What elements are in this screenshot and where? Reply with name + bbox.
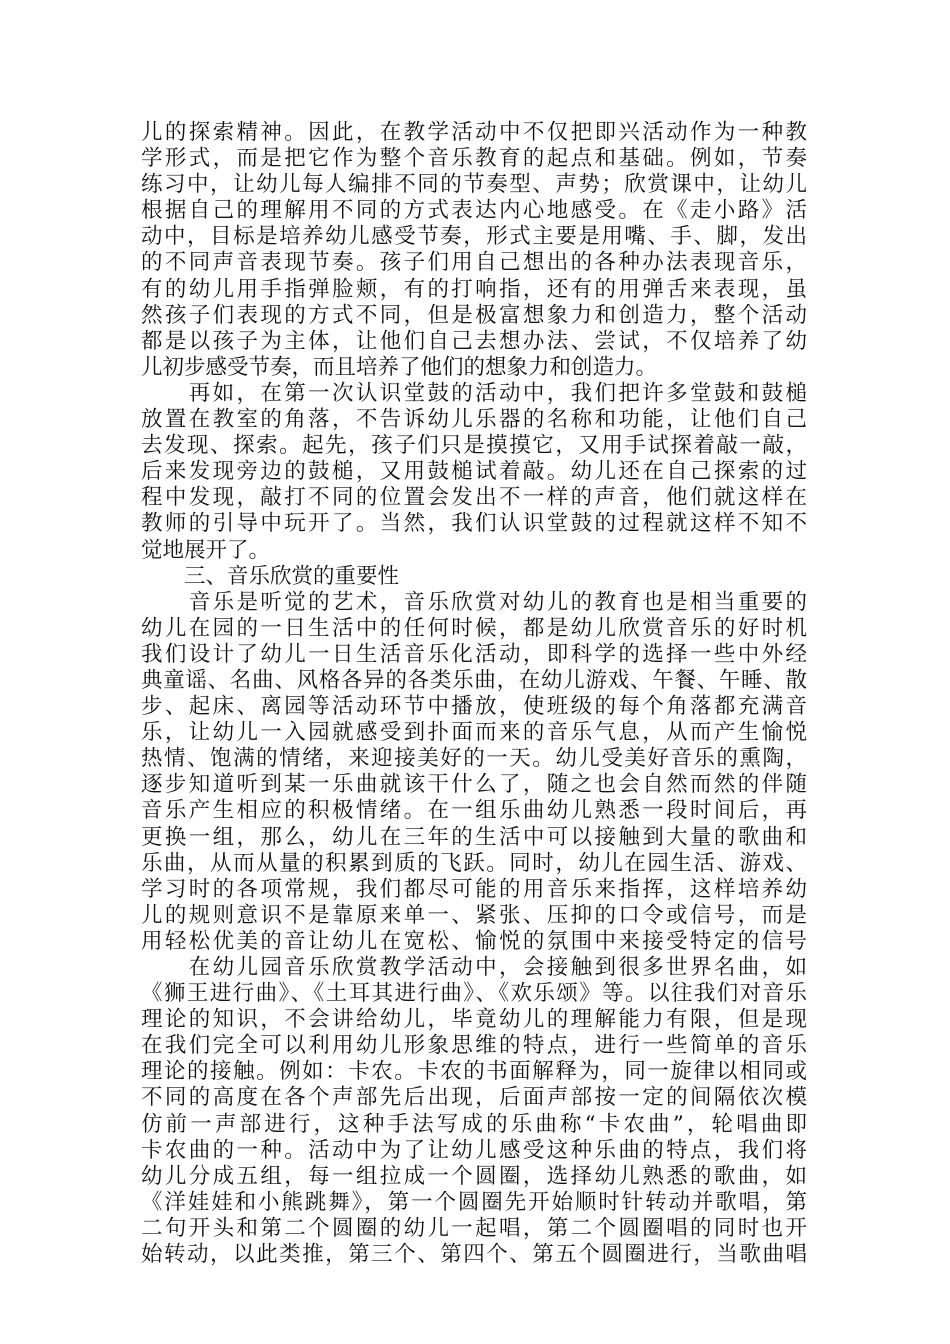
text-line: 学形式，而是把它作为整个音乐教育的起点和基础。例如，节奏 [141,146,807,172]
text-line: 动中，目标是培养幼儿感受节奏，形式主要是用嘴、手、脚，发出 [141,224,807,250]
text-line: 放置在教室的角落，不告诉幼儿乐器的名称和功能，让他们自己 [141,407,807,433]
text-line: 有的幼儿用手指弹脸颊，有的打响指，还有的用弹舌来表现，虽 [141,276,807,302]
text-line: 热情、饱满的情绪，来迎接美好的一天。幼儿受美好音乐的熏陶， [141,746,807,772]
document-page [141,120,807,1268]
text-line: 觉地展开了。 [141,537,271,563]
text-line: 幼儿在园的一日生活中的任何时候，都是幼儿欣赏音乐的好时机 [141,615,807,641]
text-line: 典童谣、名曲、风格各异的各类乐曲，在幼儿游戏、午餐、午睡、散 [141,667,807,693]
text-line: 后来发现旁边的鼓槌，又用鼓槌试着敲。幼儿还在自己探索的过 [141,459,807,485]
text-line: 都是以孩子为主体，让他们自己去想办法、尝试，不仅培养了幼 [141,328,807,354]
text-line: 仿前一声部进行，这种手法写成的乐曲称“卡农曲”，轮唱曲即 [141,1111,807,1137]
text-line: 更换一组，那么，幼儿在三年的生活中可以接触到大量的歌曲和 [141,824,807,850]
text-line: 儿的探索精神。因此，在教学活动中不仅把即兴活动作为一种教 [141,120,807,145]
paragraph-p3 [141,590,807,955]
text-line: 理论的接触。例如：卡农。卡农的书面解释为，同一旋律以相同或 [141,1059,807,1085]
paragraph-p2 [141,381,807,564]
text-line: 程中发现，敲打不同的位置会发出不一样的声音，他们就这样在 [141,485,807,511]
text-line: 《狮王进行曲》、《土耳其进行曲》、《欢乐颂》等。以往我们对音乐 [141,981,807,1007]
text-line: 卡农曲的一种。活动中为了让幼儿感受这种乐曲的特点，我们将 [141,1137,807,1163]
text-line: 在幼儿园音乐欣赏教学活动中，会接触到很多世界名曲，如 [141,955,807,980]
text-line: 我们设计了幼儿一日生活音乐化活动，即科学的选择一些中外经 [141,641,807,667]
text-line: 二句开头和第二个圆圈的幼儿一起唱，第二个圆圈唱的同时也开 [141,1215,807,1241]
text-line: 乐，让幼儿一入园就感受到扑面而来的音乐气息，从而产生愉悦 [141,720,807,746]
paragraph-p4 [141,955,807,1268]
text-line: 幼儿分成五组，每一组拉成一个圆圈，选择幼儿熟悉的歌曲，如 [141,1163,807,1189]
text-line: 音乐是听觉的艺术，音乐欣赏对幼儿的教育也是相当重要的 [141,589,807,615]
text-line: 不同的高度在各个声部先后出现，后面声部按一定的间隔依次模 [141,1085,807,1111]
text-line: 用轻松优美的音让幼儿在宽松、愉悦的氛围中来接受特定的信号 [141,928,807,954]
text-line: 逐步知道听到某一乐曲就该干什么了，随之也会自然而然的伴随 [141,772,807,798]
text-line: 练习中，让幼儿每人编排不同的节奏型、声势；欣赏课中，让幼儿 [141,172,807,198]
text-line: 学习时的各项常规，我们都尽可能的用音乐来指挥，这样培养幼 [141,876,807,902]
text-line: 教师的引导中玩开了。当然，我们认识堂鼓的过程就这样不知不 [141,511,807,537]
text-line: 始转动，以此类推，第三个、第四个、第五个圆圈进行，当歌曲唱 [141,1242,807,1268]
text-line: 乐曲，从而从量的积累到质的飞跃。同时，幼儿在园生活、游戏、 [141,850,807,876]
text-line: 然孩子们表现的方式不同，但是极富想象力和创造力，整个活动 [141,302,807,328]
text-line: 在我们完全可以利用幼儿形象思维的特点，进行一些简单的音乐 [141,1033,807,1059]
text-line: 儿初步感受节奏，而且培养了他们的想象力和创造力。 [141,354,658,380]
text-line: 去发现、探索。起先，孩子们只是摸摸它，又用手试探着敲一敲， [141,433,807,459]
section-heading [141,564,807,590]
paragraph-p1 [141,120,807,381]
section-title: 三、音乐欣赏的重要性 [141,563,400,589]
text-line: 步、起床、离园等活动环节中播放，使班级的每个角落都充满音 [141,694,807,720]
text-line: 的不同声音表现节奏。孩子们用自己想出的各种办法表现音乐， [141,250,807,276]
text-line: 根据自己的理解用不同的方式表达内心地感受。在《走小路》活 [141,198,807,224]
text-line: 《洋娃娃和小熊跳舞》，第一个圆圈先开始顺时针转动并歌唱，第 [141,1189,807,1215]
text-line: 理论的知识，不会讲给幼儿，毕竟幼儿的理解能力有限，但是现 [141,1007,807,1033]
text-line: 再如，在第一次认识堂鼓的活动中，我们把许多堂鼓和鼓槌 [141,380,807,406]
text-line: 音乐产生相应的积极情绪。在一组乐曲幼儿熟悉一段时间后，再 [141,798,807,824]
text-line: 儿的规则意识不是靠原来单一、紧张、压抑的口令或信号，而是 [141,902,807,928]
